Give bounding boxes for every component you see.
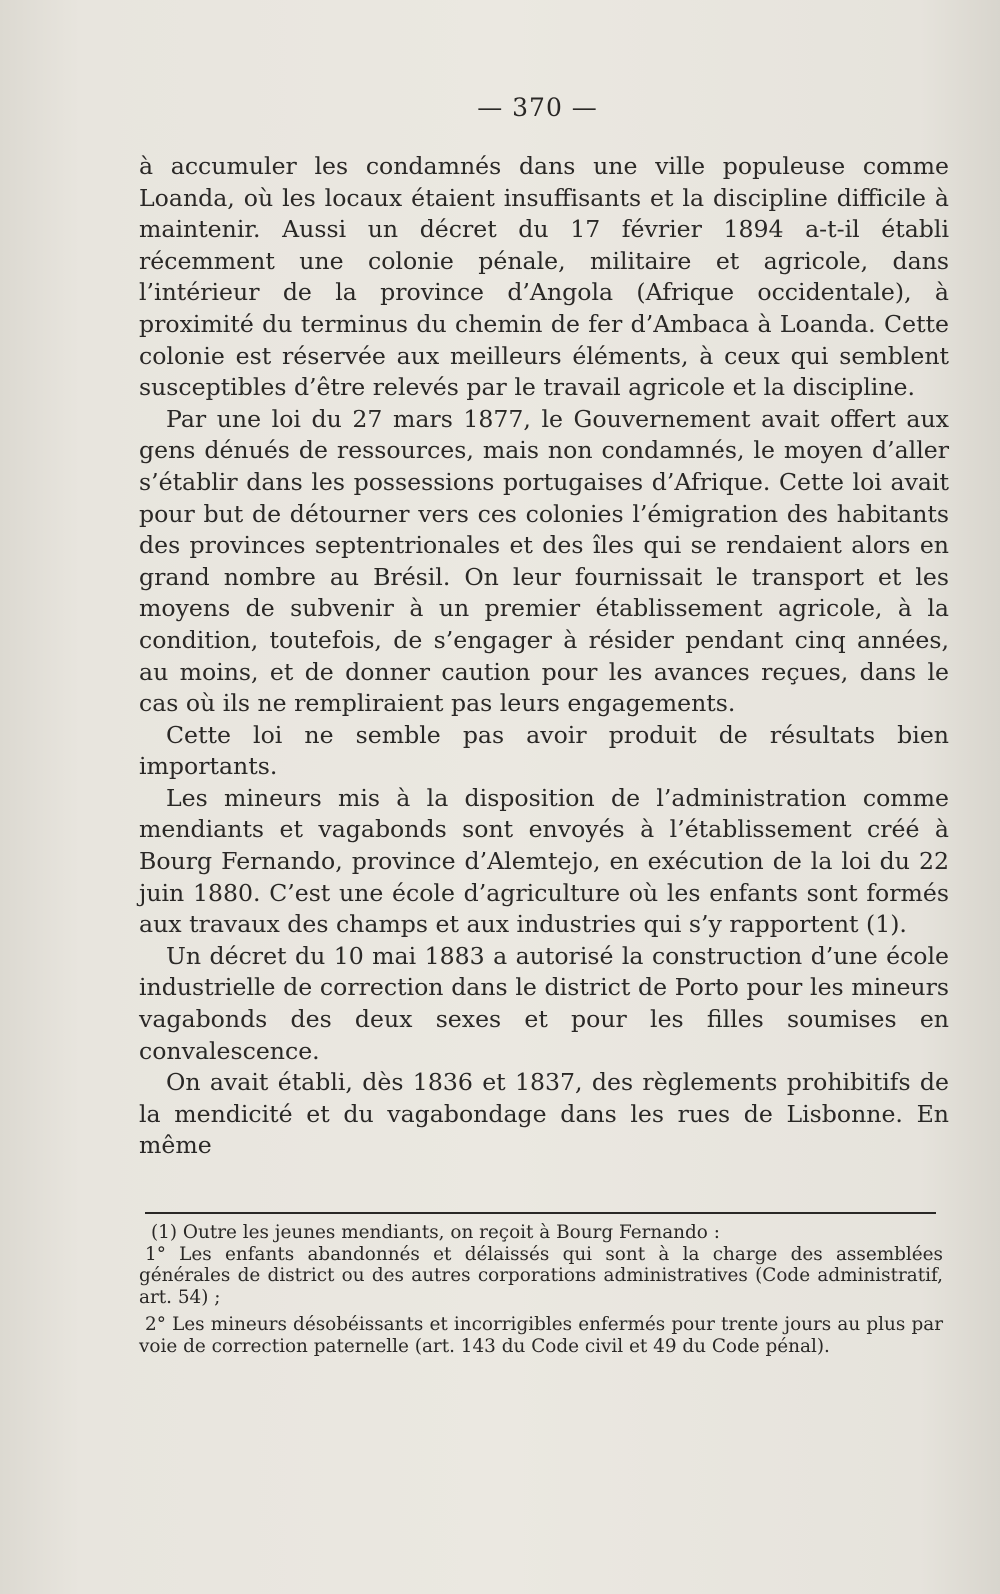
paragraph: Cette loi ne semble pas avoir produit de résultats bien importants. bbox=[139, 720, 949, 781]
main-text bbox=[139, 151, 949, 1162]
footnote-item: 2° Les mineurs désobéissants et incorrigibles enfermés pour trente jours au plus par voie de correction paternelle (art. 143 du Code civil et 49 du Code pénal). bbox=[139, 1314, 943, 1357]
footnotes bbox=[139, 1222, 943, 1358]
paragraph: On avait établi, dès 1836 et 1837, des règlements prohibitifs de la mendicité et du vagabondage dans les rues de Lisbonne. En même bbox=[139, 1068, 949, 1160]
paragraph: Par une loi du 27 mars 1877, le Gouvernement avait offert aux gens dénués de ressources, mais non condamnés, le moyen d’aller s’établir dans les possessions portugaises d’Afrique. Cette loi avait pour but de détourner vers ces colonies l’émigration des habitants des provinces septentrionales et des îles qui se rendaient alors en grand nombre au Brésil. On leur fournissait le transport et les moyens de subvenir à un premier établissement agricole, à la condition, toutefois, de s’engager à résider pendant cinq années, au moins, et de donner caution pour les avances reçues, dans le cas où ils ne rempliraient pas leurs engagements. bbox=[139, 404, 949, 718]
paragraph: Les mineurs mis à la disposition de l’administration comme mendiants et vagabonds sont envoyés à l’établissement créé à Bourg Fernando, province d’Alemtejo, en exécution de la loi du 22 juin 1880. C’est une école d’agriculture où les enfants sont formés aux travaux des champs et aux industries qui s’y rapportent (1). bbox=[139, 783, 949, 939]
footnote-divider bbox=[145, 1212, 936, 1214]
footnote-item: 1° Les enfants abandonnés et délaissés qui sont à la charge des assemblées générales de district ou des autres corporations administratives (Code administratif, art. 54) ; bbox=[139, 1243, 943, 1308]
footnote-intro: (1) Outre les jeunes mendiants, on reçoit à Bourg Fernando : bbox=[151, 1222, 720, 1243]
paragraph: à accumuler les condamnés dans une ville populeuse comme Loanda, où les locaux étaient insuffisants et la discipline difficile à maintenir. Aussi un décret du 17 février 1894 a-t-il établi récemment une colonie pénale, militaire et agricole, dans l’intérieur de la province d’Angola (Afrique occidentale), à proximité du terminus du chemin de fer d’Ambaca à Loanda. Cette colonie est réservée aux meilleurs éléments, à ceux qui semblent susceptibles d’être relevés par le travail agricole et la discipline. bbox=[139, 152, 949, 402]
page-number: — 370 — bbox=[477, 93, 598, 122]
paragraph: Un décret du 10 mai 1883 a autorisé la construction d’une école industrielle de correction dans le district de Porto pour les mineurs vagabonds des deux sexes et pour les filles soumises en convalescence. bbox=[139, 941, 949, 1065]
